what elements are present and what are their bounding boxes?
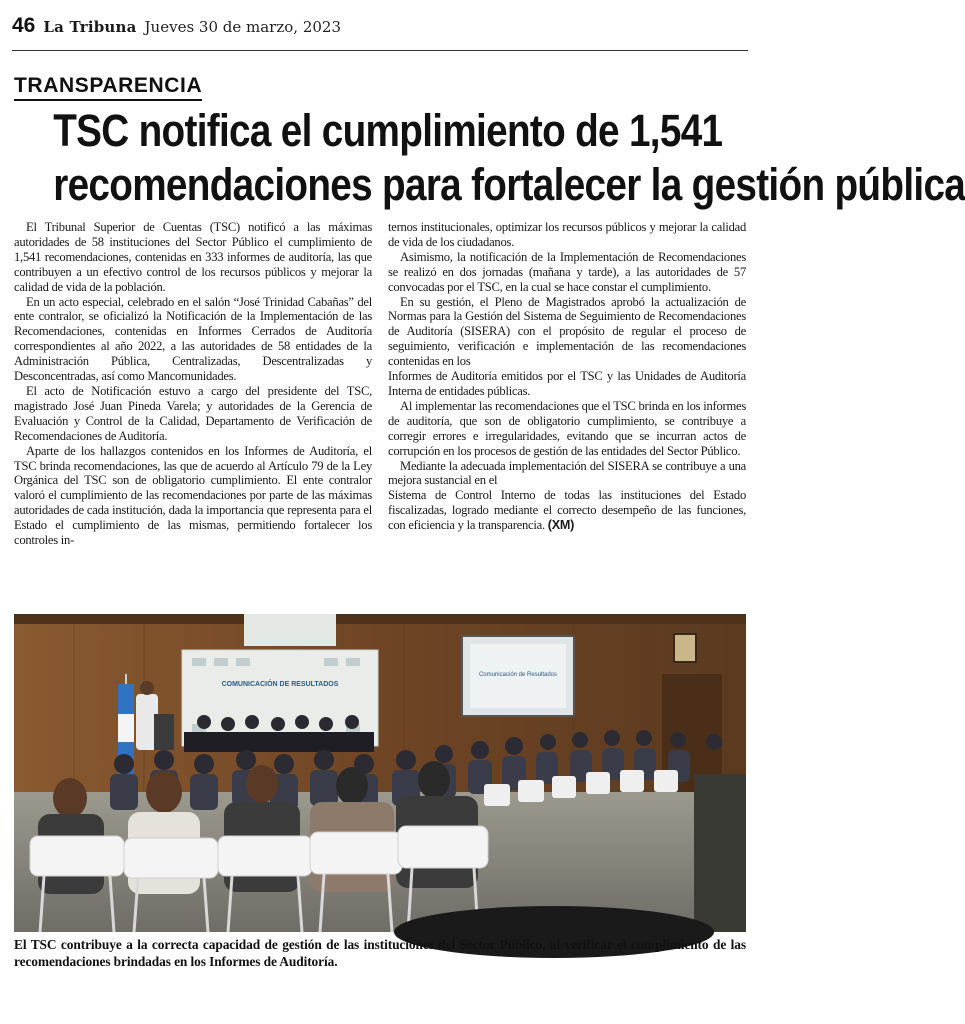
issue-date: Jueves 30 de marzo, 2023 xyxy=(144,18,341,36)
photo-caption: El TSC contribuye a la correcta capacidad de gestión de las instituciones del Sector Público, al verificar el cumplimiento de las recomendaciones brindadas en los Informes de Auditoría. xyxy=(14,937,746,969)
headline xyxy=(53,104,965,212)
paragraph: Aparte de los hallazgos contenidos en los Informes de Auditoría, el TSC brinda recomendaciones, las que de acuerdo al Artículo 79 de la Ley Orgánica del TSC son de obligatorio cumplimiento. El ente contralor valoró el cumplimiento de las recomendaciones por parte de las máximas autoridades de cada institución, dada la importancia que representa para el Estado el cumplimiento de las mismas, permitiendo fortalecer los controles in- xyxy=(14,443,372,548)
paragraph-last xyxy=(388,488,746,533)
paragraph: El Tribunal Superior de Cuentas (TSC) notificó a las máximas autoridades de 58 instituciones del Sector Público el cumplimiento de 1,541 recomendaciones, contenidas en 333 informes de auditoría, las que contribuyen a un efectivo control de los recursos públicos y mejorar la calidad de vida de la población. xyxy=(14,220,372,294)
paragraph: Asimismo, la notificación de la Implementación de Recomendaciones se realizó en dos jornadas (mañana y tarde), a las autoridades de 57 convocadas por el TSC, en la cual se hace constar el cumplimiento. xyxy=(388,249,746,294)
paragraph: El acto de Notificación estuvo a cargo del presidente del TSC, magistrado José Juan Pineda Varela; y autoridades de la Gerencia de Evaluación y Control de la Calidad, Departamento de Verificación de Recomendaciones de Auditoría. xyxy=(14,383,372,443)
paragraph: Al implementar las recomendaciones que el TSC brinda en los informes de auditoría, que son de obligatorio cumplimiento, se contribuye a corregir errores e irregularidades, evitando que se incurran actos de corrupción en los procesos de gestión de las entidades del Sector Público. xyxy=(388,398,746,458)
paragraph: En un acto especial, celebrado en el salón “José Trinidad Cabañas” del ente contralor, se oficializó la Notificación de la Implementación de las Recomendaciones, contenidas en Informes Cerrados de Auditoría correspondientes al año 2022, a las autoridades de 58 entidades de la Administración Pública, Centralizadas, Descentralizadas y Desconcentradas, así como Mancomunidades. xyxy=(14,294,372,384)
paragraph: En su gestión, el Pleno de Magistrados aprobó la actualización de Normas para la Gestión del Sistema de Seguimiento de Recomendaciones de Auditoría (SISERA) con el propósito de regular el proceso de seguimiento, verificación e implementación de las recomendaciones contenidas en los xyxy=(388,294,746,369)
head-table xyxy=(184,732,374,752)
backdrop-text: COMUNICACIÓN DE RESULTADOS xyxy=(221,681,339,688)
paragraph-last-text: Sistema de Control Interno de todas las instituciones del Estado fiscalizadas, logrado mediante el correcto desempeño de las funciones, con eficiencia y la transparencia. xyxy=(388,488,746,533)
paragraph-continuation: ternos institucionales, optimizar los recursos públicos y mejorar la calidad de vida de los ciudadanos. xyxy=(388,220,746,249)
screen-text: Comunicación de Resultados xyxy=(478,672,558,678)
article-column-1 xyxy=(14,220,372,548)
section-label: TRANSPARENCIA xyxy=(14,74,202,101)
article-body xyxy=(14,220,746,548)
paragraph: Informes de Auditoría emitidos por el TSC y las Unidades de Auditoría Interna de entidades públicas. xyxy=(388,369,746,398)
headline-line-1: TSC notifica el cumplimiento de 1,541 xyxy=(53,105,723,156)
headline-line-2: recomendaciones para fortalecer la gestión pública xyxy=(53,159,965,210)
event-photo xyxy=(14,614,746,932)
paragraph: Mediante la adecuada implementación del SISERA se contribuye a una mejora sustancial en el xyxy=(388,458,746,488)
folio-rule xyxy=(12,50,748,51)
newspaper-name: La Tribuna xyxy=(43,18,137,36)
article-column-2 xyxy=(388,220,746,548)
author-signature: (XM) xyxy=(547,518,575,533)
page-number: 46 xyxy=(12,14,36,37)
folio xyxy=(12,14,341,44)
